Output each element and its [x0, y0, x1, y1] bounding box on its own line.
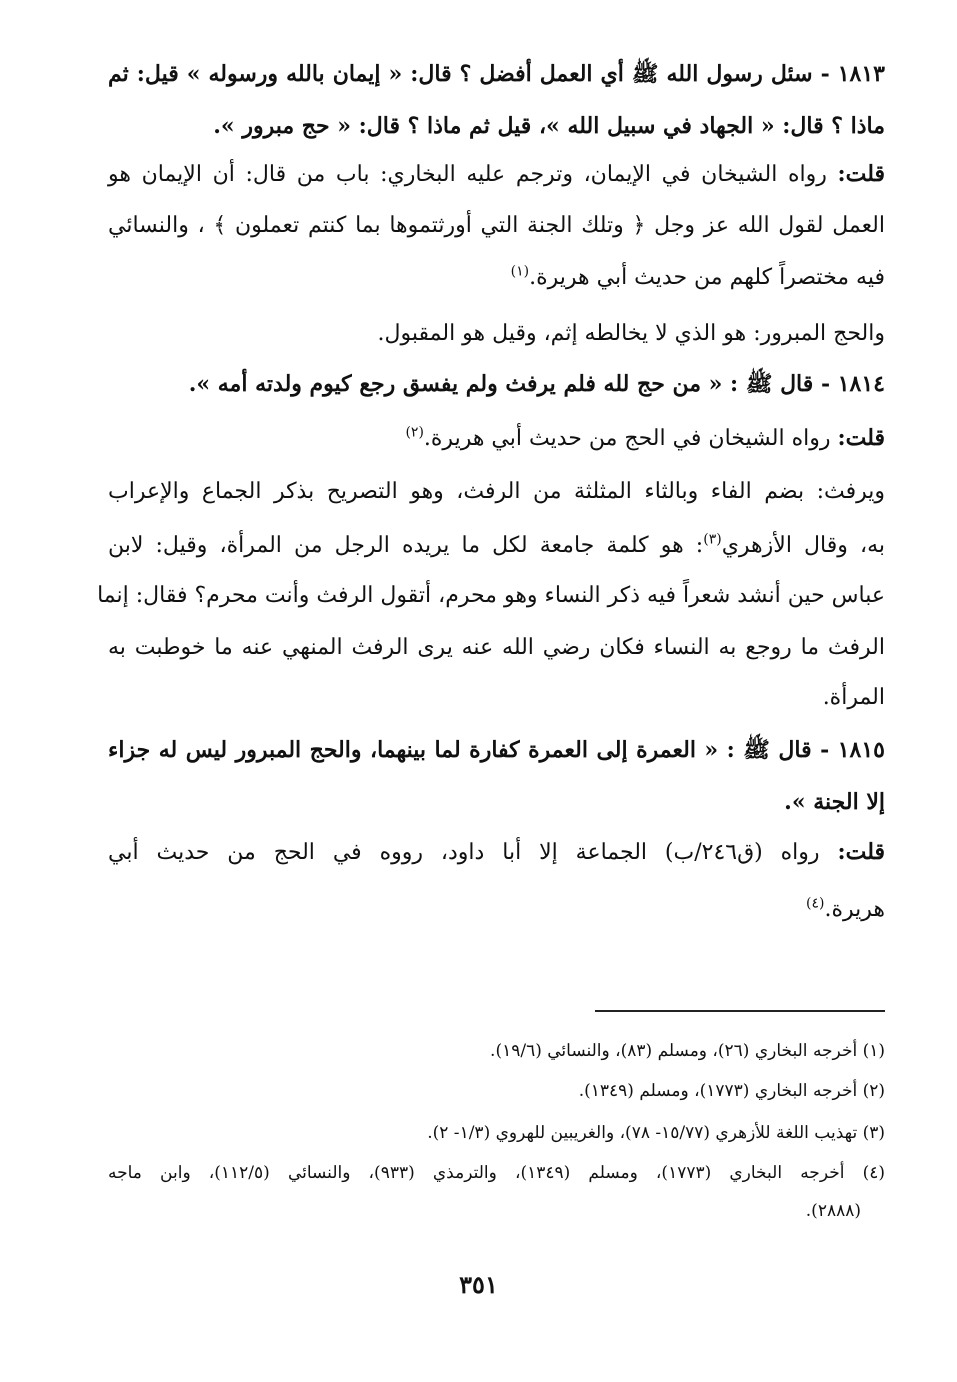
hadith-1813-line-2: ماذا ؟ قال: « الجهاد في سبيل الله »، قيل ثم ماذا ؟ قال: « حج مبرور ». [213, 113, 885, 139]
footnote-separator [595, 1010, 885, 1012]
commentary-1814-line-2: ويرفث: بضم الفاء وبالثاء المثلثة من الرفث، وهو التصريح بذكر الجماع والإعراب [108, 479, 885, 504]
footnote-ref-3[interactable]: (٣) [703, 531, 722, 548]
footnote-ref-4[interactable]: (٤) [806, 895, 825, 912]
hadith-1814: ١٨١٤ - قال ﷺ : « من حج لله فلم يرفث ولم يفسق رجع كيوم ولدته أمه ». [188, 371, 885, 397]
qult-label: قلت: [837, 425, 885, 451]
mabrur-definition: والحج المبرور: هو الذي لا يخالطه إثم، وقيل هو المقبول. [377, 321, 885, 346]
commentary-1813-line-3 [108, 264, 885, 292]
footnote-2: (٢) أخرجه البخاري (١٧٧٣)، ومسلم (١٣٤٩). [578, 1081, 885, 1101]
footnote-3: (٣) تهذيب اللغة للأزهري (١٥/٧٧- ٧٨)، والغريبين للهروي (١/٣- ٢). [427, 1123, 885, 1143]
commentary-1814-line-4: عباس حين أنشد شعراً فيه ذكر النساء وهو محرم، أتقول الرفث وأنت محرم؟ فقال: إنما [97, 583, 885, 608]
commentary-1814-line-5: الرفث ما روجع به النساء فكان رضي الله عنه يرى الرفث المنهي عنه ما خوطبت به [108, 635, 885, 660]
commentary-1815-line-2 [108, 896, 885, 924]
commentary-1814-line-6: المرأة. [822, 685, 885, 710]
commentary-1813-line-2: العمل لقول الله عز وجل ﴿ وتلك الجنة التي أورثتموها بما كنتم تعملون ﴾ ، والنسائي [108, 213, 885, 238]
commentary-text: رواه الشيخان في الإيمان، وترجم عليه البخاري: باب من قال: أن الإيمان هو [108, 162, 827, 187]
commentary-1813-line-1 [108, 160, 885, 189]
hadith-1815-line-1: ١٨١٥ - قال ﷺ : « العمرة إلى العمرة كفارة لما بينهما، والحج المبرور ليس له جزاء [108, 737, 885, 763]
footnote-4-line-2: (٢٨٨٨). [805, 1201, 861, 1221]
commentary-text: رواه (ق٢٤٦/ب) الجماعة إلا أبا داود، رووه في الحج من حديث أبي [108, 840, 820, 865]
hadith-1813-line-1: ١٨١٣ - سئل رسول الله ﷺ أي العمل أفضل ؟ قال: « إيمان بالله ورسوله » قيل: ثم [108, 61, 885, 87]
qult-label: قلت: [837, 161, 885, 187]
commentary-text: به، وقال الأزهري [721, 533, 885, 558]
footnote-4-line-1: (٤) أخرجه البخاري (١٧٧٣)، ومسلم (١٣٤٩)، والترمذي (٩٣٣)، والنسائي (١١٢/٥)، وابن ماجه [108, 1163, 885, 1183]
qult-label: قلت: [837, 839, 885, 865]
footnote-ref-1[interactable]: (١) [510, 263, 530, 280]
footnote-1: (١) أخرجه البخاري (٢٦)، ومسلم (٨٣)، والنسائي (١٩/٦). [490, 1041, 885, 1061]
commentary-1814-line-1 [108, 424, 885, 453]
page-number: ٣٥١ [459, 1270, 498, 1299]
commentary-1815-line-1 [108, 838, 885, 867]
commentary-text: رواه الشيخان في الحج من حديث أبي هريرة. [423, 426, 831, 451]
commentary-1814-line-3 [108, 532, 885, 560]
commentary-text: هريرة. [824, 897, 885, 922]
hadith-1815-line-2: إلا الجنة ». [784, 789, 885, 815]
footnote-ref-2[interactable]: (٢) [405, 424, 424, 441]
commentary-text: فيه مختصراً كلهم من حديث أبي هريرة. [529, 265, 885, 290]
commentary-text: : هو كلمة جامعة لكل ما يريده الرجل من المرأة، وقيل: لابن [108, 533, 704, 558]
